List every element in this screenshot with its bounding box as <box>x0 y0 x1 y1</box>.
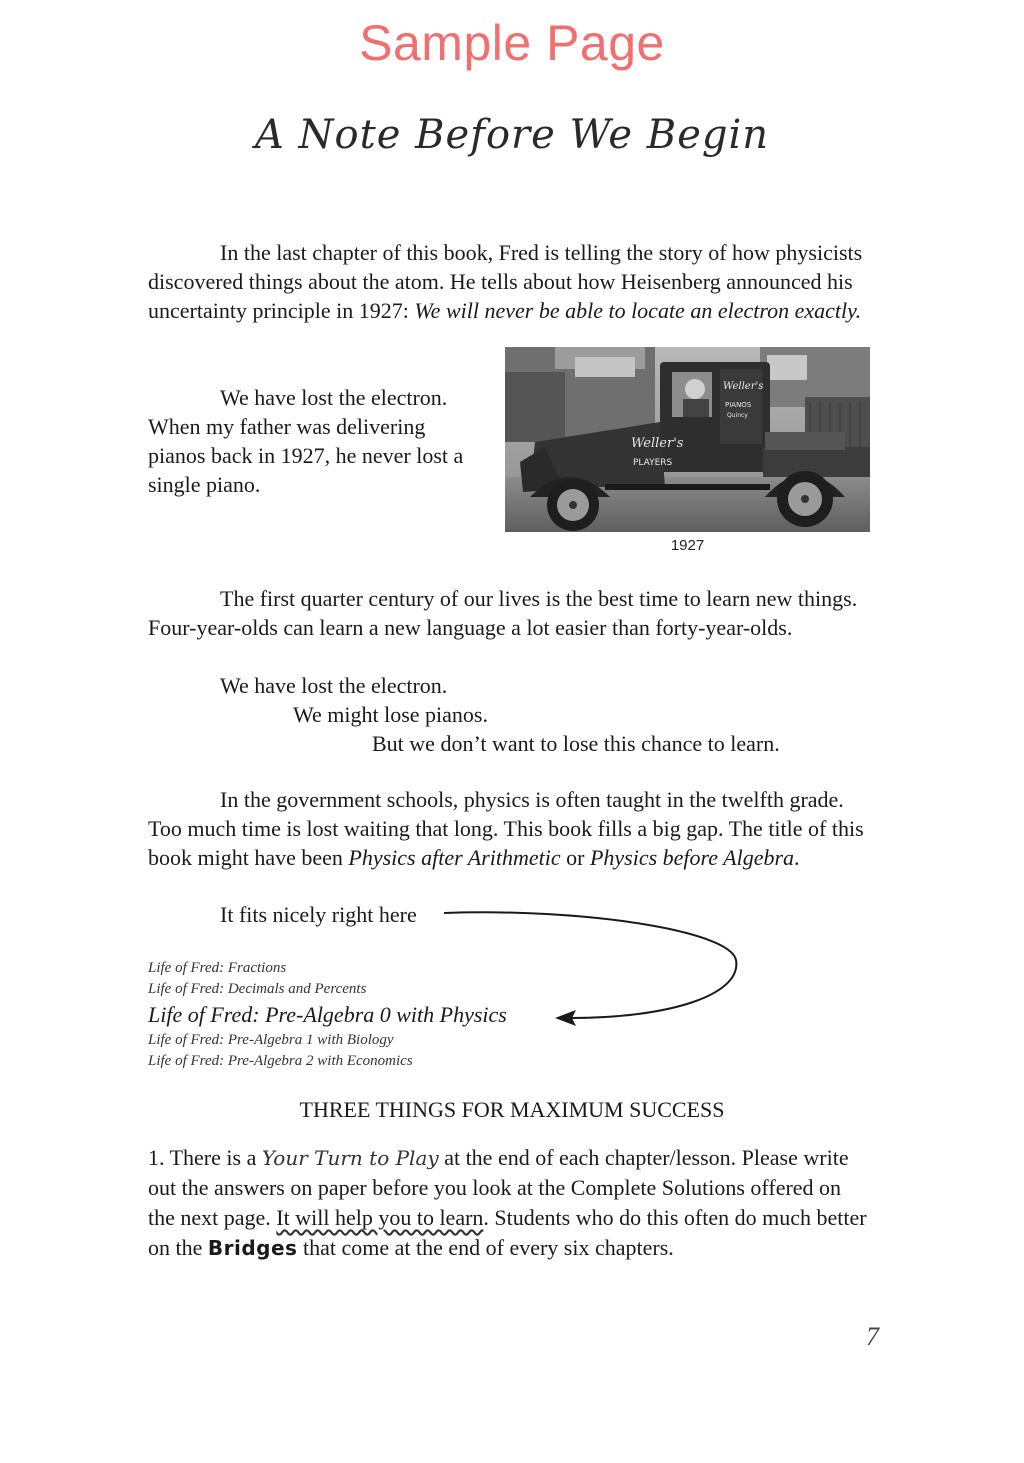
stair-line-2: We might lose pianos. <box>293 702 488 727</box>
schools-italic-1: Physics after Arithmetic <box>348 845 561 870</box>
series-item-prealgebra-0: Life of Fred: Pre-Algebra 0 with Physics <box>148 1002 507 1027</box>
cab-sign: Weller's <box>723 381 764 392</box>
door-sign-2: PLAYERS <box>633 458 673 468</box>
series-item-decimals: Life of Fred: Decimals and Percents <box>148 981 367 997</box>
series-item-fractions: Life of Fred: Fractions <box>148 960 287 976</box>
page-number: 7 <box>866 1322 879 1351</box>
tip-1-d: that come at the end of every six chapters. <box>297 1235 674 1260</box>
fits-line: It fits nicely right here <box>220 902 417 927</box>
schools-text: In the government schools, physics is often taught in the twelfth grade. Too much time is lost waiting that long. This book fills a big gap. The title of this book might have been <box>148 787 864 870</box>
door-sign: Weller's <box>631 436 684 451</box>
cab-sign-2: PIANOS <box>725 401 752 409</box>
tip-1-c: . Students who do this often do much better on the <box>148 1205 867 1260</box>
stair-line-1: We have lost the electron. <box>220 673 448 698</box>
series-item-prealgebra-1: Life of Fred: Pre-Algebra 1 with Biology <box>148 1032 394 1048</box>
truck-photo-image <box>505 347 870 532</box>
tip-1-a: 1. There is a <box>148 1145 262 1170</box>
piano-paragraph: We have lost the electron. When my father was delivering pianos back in 1927, he never lost a single piano. <box>148 385 464 497</box>
intro-italic: We will never be able to locate an electron exactly. <box>414 298 862 323</box>
your-turn-to-play-label: Your Turn to Play <box>261 1146 439 1170</box>
schools-or: or <box>560 845 590 870</box>
sample-page-watermark: Sample Page <box>359 15 665 71</box>
photo-caption: 1927 <box>670 537 705 554</box>
stair-line-3: But we don’t want to lose this chance to learn. <box>372 731 780 756</box>
bridges-label: Bridges <box>207 1236 298 1260</box>
section-heading: THREE THINGS FOR MAXIMUM SUCCESS <box>299 1097 725 1122</box>
page-title: A Note Before We Begin <box>254 112 770 158</box>
truck-photo <box>505 347 870 532</box>
underlined-phrase: It will help you to learn <box>276 1205 484 1230</box>
tip-1-b: at the end of each chapter/lesson. Please write out the answers on paper before you look at the Complete Solutions offered on the next page. <box>148 1145 849 1230</box>
cab-sign-3: Quincy <box>727 412 748 419</box>
quarter-century-paragraph: The first quarter century of our lives is the best time to learn new things. Four-year-olds can learn a new language a lot easier than forty-year-olds. <box>148 586 858 640</box>
series-item-prealgebra-2: Life of Fred: Pre-Algebra 2 with Economics <box>148 1053 413 1069</box>
schools-paragraph <box>148 785 870 872</box>
schools-italic-2: Physics before Algebra <box>589 845 795 870</box>
tip-1-paragraph <box>148 1143 870 1263</box>
intro-paragraph <box>148 238 870 325</box>
schools-end: . <box>794 845 800 870</box>
intro-text: In the last chapter of this book, Fred is telling the story of how physicists discovered things about the atom. He tells about how Heisenberg announced his uncertainty principle in 1927: <box>148 240 863 323</box>
